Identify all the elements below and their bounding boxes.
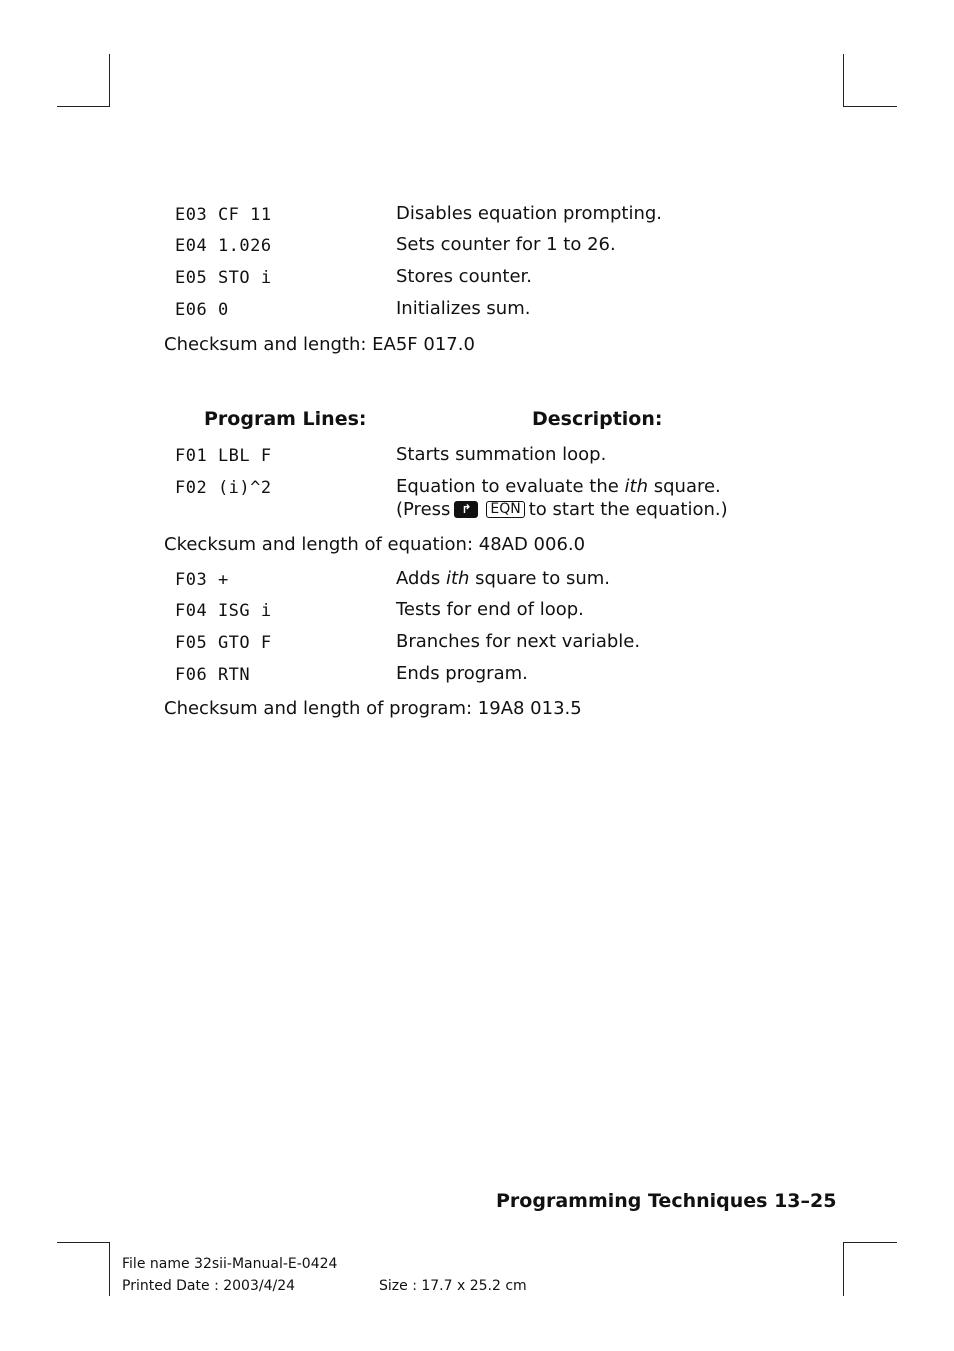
program-line-row [0,567,954,597]
program-line-code: E03 CF 11 [175,205,272,225]
crop-mark [57,106,110,107]
program-line-code: E06 0 [175,300,229,320]
program-lines-header: Program Lines: [204,408,367,430]
checksum-text: Checksum and length: EA5F 017.0 [164,334,475,355]
press-instruction: (Press ↱ EQN to start the equation.) [396,499,728,520]
program-line-code: F02 (i)^2 [175,478,272,498]
program-line-description: Starts summation loop. [396,444,607,465]
crop-mark [109,1242,110,1296]
program-line-code: F05 GTO F [175,633,272,653]
program-line-code: F06 RTN [175,665,251,685]
program-line-description: Ends program. [396,663,528,684]
program-line-row [0,630,954,660]
program-line-code: F04 ISG i [175,601,272,621]
program-line-description: Adds ith square to sum. [396,568,611,589]
italic-ith: ith [445,568,470,589]
crop-mark [843,1242,897,1243]
program-line-description: Initializes sum. [396,298,531,319]
program-line-description: Tests for end of loop. [396,599,584,620]
crop-mark [57,1242,110,1243]
program-line-code: E04 1.026 [175,236,272,256]
program-line-description: Stores counter. [396,266,533,287]
printed-date: Printed Date : 2003/4/24 [122,1278,296,1294]
program-line-description: Equation to evaluate the ith square. [396,476,721,497]
program-line-row [0,598,954,628]
program-line-row [0,297,954,327]
eqn-key: EQN [486,501,524,518]
italic-ith: ith [624,476,649,497]
crop-mark [843,106,897,107]
program-line-row [0,202,954,232]
program-line-row [0,443,954,473]
page-footer-title: Programming Techniques 13–25 [496,1190,837,1212]
checksum-text: Checksum and length of program: 19A8 013.5 [164,698,582,719]
program-line-row [0,475,954,527]
crop-mark [843,54,844,106]
page-size: Size : 17.7 x 25.2 cm [379,1278,527,1294]
right-shift-key-icon: ↱ [454,501,478,518]
crop-mark [109,54,110,106]
program-line-code: F01 LBL F [175,446,272,466]
program-line-description: Disables equation prompting. [396,203,663,224]
program-line-row [0,662,954,692]
description-header: Description: [532,408,663,430]
program-line-description: Sets counter for 1 to 26. [396,234,616,255]
program-line-row [0,265,954,295]
program-line-description: Branches for next variable. [396,631,641,652]
checksum-text: Ckecksum and length of equation: 48AD 006.0 [164,534,586,555]
program-line-code: E05 STO i [175,268,272,288]
program-line-row [0,233,954,263]
crop-mark [843,1242,844,1296]
program-line-code: F03 + [175,570,229,590]
file-name: File name 32sii-Manual-E-0424 [122,1256,338,1272]
